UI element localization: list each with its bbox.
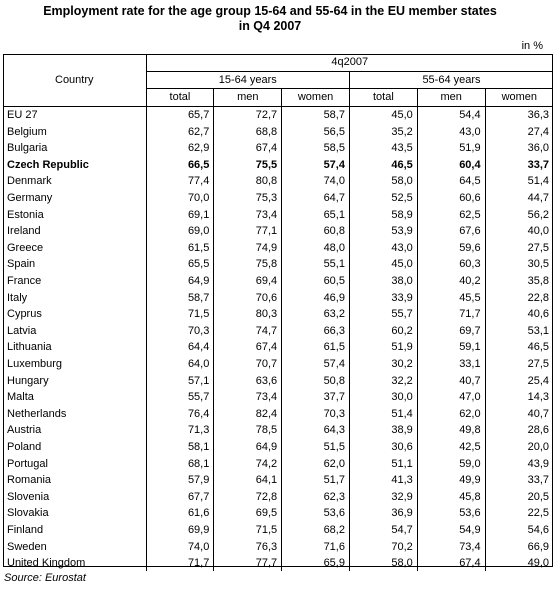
country-cell: Romania [7,474,52,487]
country-cell: Bulgaria [7,142,48,155]
value-cell: 40,7 [485,405,553,422]
value-cell: 36,3 [485,106,553,123]
value-cell: 30,5 [485,256,553,273]
country-cell: Finland [7,523,44,536]
country-cell: Slovenia [7,490,50,503]
value-cell: 55,7 [349,306,417,323]
value-cell: 27,5 [485,356,553,373]
table-row [3,439,553,456]
value-cell: 71,7 [146,555,214,572]
value-cell: 51,4 [485,173,553,190]
table-row [3,190,553,207]
value-cell: 59,0 [417,455,485,472]
table-row [3,273,553,290]
subheader-women: women [485,89,553,107]
subheader-men: men [417,89,485,107]
country-cell: France [7,275,42,288]
value-cell: 44,7 [485,190,553,207]
value-cell: 38,9 [349,422,417,439]
value-cell: 70,7 [214,356,282,373]
value-cell: 67,7 [146,488,214,505]
country-cell: Hungary [7,374,49,387]
table-row [3,106,553,123]
value-cell: 48,0 [282,240,350,257]
value-cell: 42,5 [417,439,485,456]
employment-table [3,54,553,571]
value-cell: 77,7 [214,555,282,572]
value-cell: 30,6 [349,439,417,456]
value-cell: 67,4 [214,339,282,356]
value-cell: 64,5 [417,173,485,190]
value-cell: 50,8 [282,372,350,389]
value-cell: 66,3 [282,323,350,340]
value-cell: 33,7 [485,472,553,489]
value-cell: 68,1 [146,455,214,472]
value-cell: 58,1 [146,439,214,456]
value-cell: 56,2 [485,206,553,223]
country-header: Country [3,54,146,106]
value-cell: 68,8 [214,123,282,140]
value-cell: 71,5 [214,522,282,539]
title-line-1: Employment rate for the age group 15-64 and 55-64 in the EU member states [43,4,497,18]
country-cell: Ireland [7,225,41,238]
value-cell: 59,6 [417,240,485,257]
value-cell: 58,7 [146,289,214,306]
value-cell: 61,6 [146,505,214,522]
table-row [3,306,553,323]
chart-title [0,4,540,34]
value-cell: 40,6 [485,306,553,323]
subheader-men: men [214,89,282,107]
value-cell: 60,8 [282,223,350,240]
value-cell: 33,9 [349,289,417,306]
value-cell: 40,2 [417,273,485,290]
value-cell: 41,3 [349,472,417,489]
table-row [3,505,553,522]
value-cell: 53,9 [349,223,417,240]
country-cell: Portugal [7,457,48,470]
table-row [3,422,553,439]
period-header: 4q2007 [146,54,553,71]
value-cell: 65,7 [146,106,214,123]
country-cell: Lithuania [7,341,52,354]
value-cell: 67,4 [214,140,282,157]
value-cell: 45,0 [349,256,417,273]
value-cell: 46,5 [485,339,553,356]
table-row [3,123,553,140]
value-cell: 66,5 [146,157,214,174]
value-cell: 80,3 [214,306,282,323]
value-cell: 71,6 [282,538,350,555]
value-cell: 69,4 [214,273,282,290]
table-row [3,140,553,157]
value-cell: 22,8 [485,289,553,306]
value-cell: 45,8 [417,488,485,505]
value-cell: 80,8 [214,173,282,190]
value-cell: 60,4 [417,157,485,174]
value-cell: 33,7 [485,157,553,174]
value-cell: 59,1 [417,339,485,356]
table-row [3,405,553,422]
value-cell: 35,8 [485,273,553,290]
value-cell: 64,3 [282,422,350,439]
value-cell: 69,1 [146,206,214,223]
value-cell: 56,5 [282,123,350,140]
value-cell: 69,0 [146,223,214,240]
value-cell: 25,4 [485,372,553,389]
value-cell: 49,9 [417,472,485,489]
value-cell: 35,2 [349,123,417,140]
value-cell: 74,0 [282,173,350,190]
table-row [3,289,553,306]
country-cell: Netherlands [7,407,67,420]
table-row [3,223,553,240]
country-cell: Czech Republic [7,158,89,171]
country-cell: Estonia [7,208,44,221]
country-cell: Austria [7,424,42,437]
value-cell: 43,9 [485,455,553,472]
table-row [3,372,553,389]
value-cell: 60,6 [417,190,485,207]
table-row [3,323,553,340]
value-cell: 51,1 [349,455,417,472]
value-cell: 64,1 [214,472,282,489]
value-cell: 76,4 [146,405,214,422]
value-cell: 69,7 [417,323,485,340]
value-cell: 64,4 [146,339,214,356]
value-cell: 69,5 [214,505,282,522]
value-cell: 49,8 [417,422,485,439]
value-cell: 64,9 [214,439,282,456]
country-cell: Belgium [7,125,47,138]
group-header-55-64: 55-64 years [349,71,553,89]
value-cell: 70,0 [146,190,214,207]
value-cell: 57,1 [146,372,214,389]
value-cell: 71,5 [146,306,214,323]
subheader-women: women [282,89,350,107]
value-cell: 73,4 [214,206,282,223]
value-cell: 63,6 [214,372,282,389]
country-cell: Germany [7,192,53,205]
value-cell: 77,4 [146,173,214,190]
value-cell: 64,0 [146,356,214,373]
value-cell: 43,5 [349,140,417,157]
value-cell: 51,5 [282,439,350,456]
value-cell: 62,0 [417,405,485,422]
value-cell: 54,7 [349,522,417,539]
value-cell: 53,6 [417,505,485,522]
value-cell: 55,7 [146,389,214,406]
value-cell: 51,9 [349,339,417,356]
value-cell: 60,5 [282,273,350,290]
value-cell: 52,5 [349,190,417,207]
value-cell: 53,1 [485,323,553,340]
value-cell: 53,6 [282,505,350,522]
country-cell: Slovakia [7,507,49,520]
table-row [3,538,553,555]
value-cell: 20,0 [485,439,553,456]
value-cell: 43,0 [417,123,485,140]
value-cell: 57,4 [282,356,350,373]
table-body [3,106,553,571]
value-cell: 73,4 [214,389,282,406]
value-cell: 66,9 [485,538,553,555]
value-cell: 75,5 [214,157,282,174]
value-cell: 20,5 [485,488,553,505]
country-cell: Latvia [7,324,37,337]
country-cell: Spain [7,258,36,271]
country-cell: United Kingdom [7,557,86,570]
value-cell: 51,4 [349,405,417,422]
value-cell: 58,7 [282,106,350,123]
value-cell: 49,0 [485,555,553,572]
value-cell: 60,2 [349,323,417,340]
value-cell: 75,3 [214,190,282,207]
value-cell: 62,5 [417,206,485,223]
value-cell: 62,9 [146,140,214,157]
value-cell: 62,3 [282,488,350,505]
table-row [3,522,553,539]
value-cell: 76,3 [214,538,282,555]
source-note: Source: Eurostat [4,572,86,584]
value-cell: 58,5 [282,140,350,157]
value-cell: 40,7 [417,372,485,389]
title-line-2: in Q4 2007 [238,19,302,33]
value-cell: 68,2 [282,522,350,539]
value-cell: 62,7 [146,123,214,140]
value-cell: 58,0 [349,555,417,572]
value-cell: 51,7 [282,472,350,489]
table-row [3,157,553,174]
value-cell: 30,2 [349,356,417,373]
value-cell: 36,9 [349,505,417,522]
value-cell: 61,5 [282,339,350,356]
value-cell: 33,1 [417,356,485,373]
table-row [3,472,553,489]
country-cell: Malta [7,391,34,404]
value-cell: 61,5 [146,240,214,257]
value-cell: 70,6 [214,289,282,306]
value-cell: 75,8 [214,256,282,273]
table-row [3,240,553,257]
value-cell: 64,9 [146,273,214,290]
value-cell: 55,1 [282,256,350,273]
value-cell: 54,4 [417,106,485,123]
value-cell: 22,5 [485,505,553,522]
value-cell: 65,5 [146,256,214,273]
country-cell: Luxemburg [7,357,63,370]
value-cell: 46,5 [349,157,417,174]
value-cell: 72,7 [214,106,282,123]
subheader-total: total [146,89,214,107]
country-cell: Greece [7,241,44,254]
value-cell: 14,3 [485,389,553,406]
value-cell: 43,0 [349,240,417,257]
value-cell: 27,4 [485,123,553,140]
value-cell: 58,0 [349,173,417,190]
value-cell: 28,6 [485,422,553,439]
table-row [3,339,553,356]
value-cell: 74,9 [214,240,282,257]
value-cell: 74,7 [214,323,282,340]
value-cell: 70,2 [349,538,417,555]
table-row [3,256,553,273]
value-cell: 32,2 [349,372,417,389]
value-cell: 45,5 [417,289,485,306]
value-cell: 47,0 [417,389,485,406]
table-row [3,555,553,572]
table-row [3,389,553,406]
table-row [3,173,553,190]
value-cell: 63,2 [282,306,350,323]
value-cell: 65,1 [282,206,350,223]
country-cell: Poland [7,440,42,453]
value-cell: 73,4 [417,538,485,555]
country-cell: Denmark [7,175,52,188]
value-cell: 74,2 [214,455,282,472]
value-cell: 57,4 [282,157,350,174]
value-cell: 72,8 [214,488,282,505]
value-cell: 65,9 [282,555,350,572]
value-cell: 70,3 [282,405,350,422]
value-cell: 71,7 [417,306,485,323]
value-cell: 67,4 [417,555,485,572]
value-cell: 69,9 [146,522,214,539]
value-cell: 45,0 [349,106,417,123]
value-cell: 27,5 [485,240,553,257]
group-header-15-64: 15-64 years [146,71,349,89]
value-cell: 38,0 [349,273,417,290]
value-cell: 64,7 [282,190,350,207]
value-cell: 36,0 [485,140,553,157]
value-cell: 54,9 [417,522,485,539]
table-row [3,455,553,472]
value-cell: 54,6 [485,522,553,539]
value-cell: 32,9 [349,488,417,505]
table-row [3,356,553,373]
value-cell: 82,4 [214,405,282,422]
unit-label: in % [521,40,543,52]
country-cell: Cyprus [7,308,42,321]
value-cell: 60,3 [417,256,485,273]
subheader-total: total [349,89,417,107]
table-row [3,206,553,223]
value-cell: 77,1 [214,223,282,240]
country-cell: EU 27 [7,109,38,122]
table-row [3,488,553,505]
value-cell: 78,5 [214,422,282,439]
value-cell: 51,9 [417,140,485,157]
value-cell: 67,6 [417,223,485,240]
value-cell: 57,9 [146,472,214,489]
value-cell: 74,0 [146,538,214,555]
country-cell: Italy [7,291,28,304]
value-cell: 70,3 [146,323,214,340]
country-cell: Sweden [7,540,47,553]
value-cell: 37,7 [282,389,350,406]
value-cell: 62,0 [282,455,350,472]
value-cell: 71,3 [146,422,214,439]
value-cell: 46,9 [282,289,350,306]
value-cell: 30,0 [349,389,417,406]
value-cell: 58,9 [349,206,417,223]
value-cell: 40,0 [485,223,553,240]
